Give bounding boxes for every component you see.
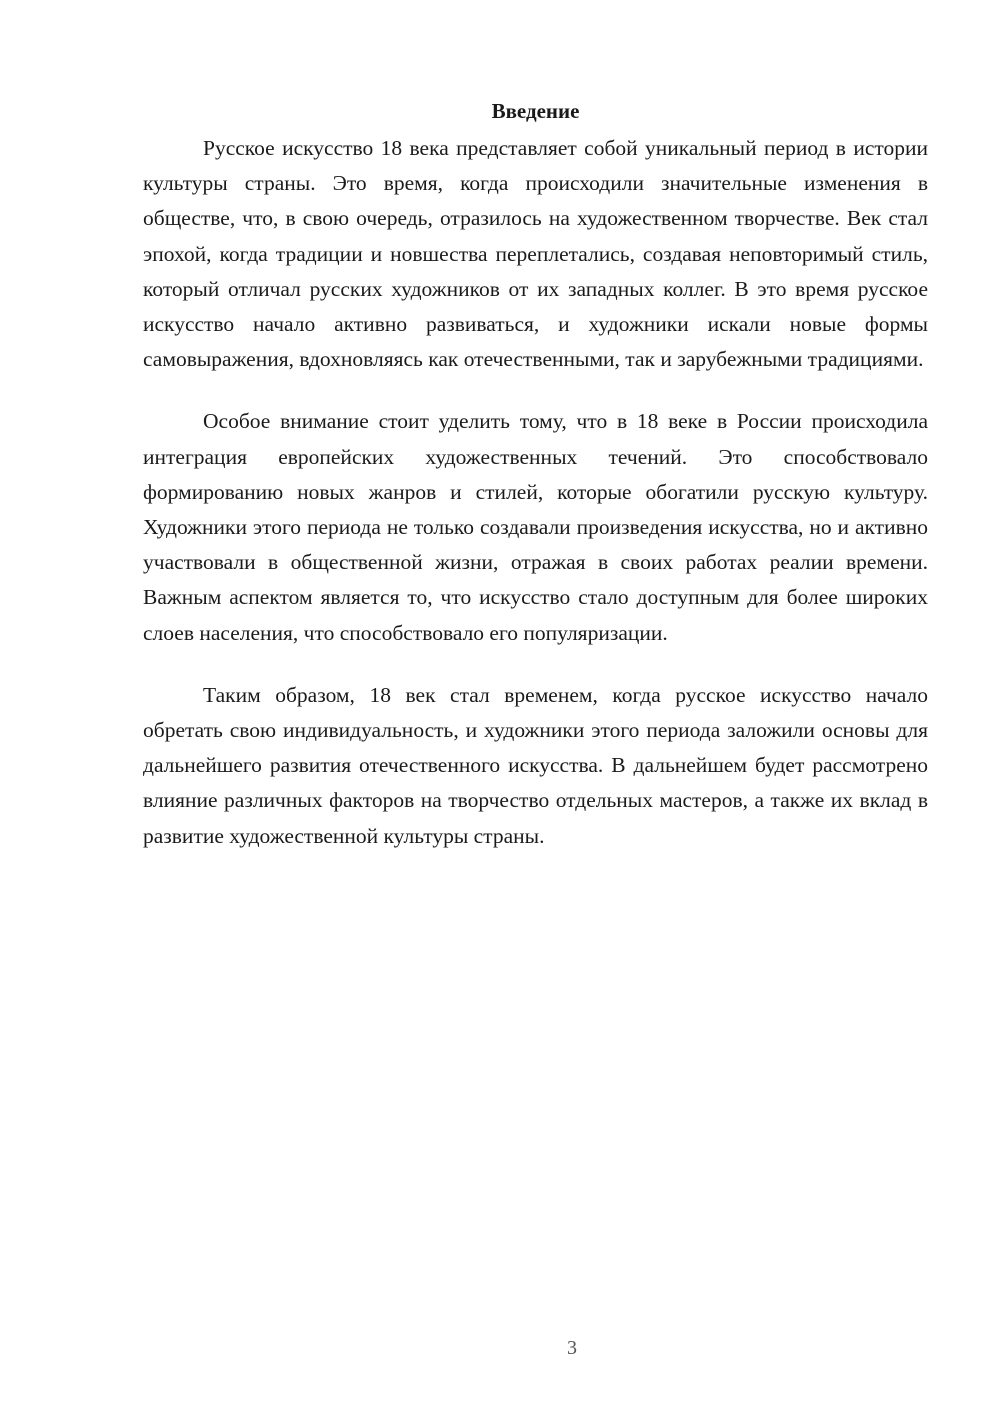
- paragraph-european-integration: Особое внимание стоит уделить тому, что в 18 веке в России происходила интеграция европейских художественных течений. Это способствовало формированию новых жанров и стилей, которые обогатили русскую культуру. Художники этого периода не только создавали произведения искусства, но и активно участвовали в общественной жизни, отражая в своих работах реалии времени. Важным аспектом является то, что искусство стало доступным для более широких слоев населения, что способствовало его популяризации.: [143, 409, 928, 645]
- page-content: [143, 96, 928, 854]
- paragraph-intro: Русское искусство 18 века представляет собой уникальный период в истории культуры страны. Это время, когда происходили значительные изменения в обществе, что, в свою очередь, отразилось на художественном творчестве. Век стал эпохой, когда традиции и новшества переплетались, создавая неповторимый стиль, который отличал русских художников от их западных коллег. В это время русское искусство начало активно развиваться, и художники искали новые формы самовыражения, вдохновляясь как отечественными, так и зарубежными традициями.: [143, 136, 928, 372]
- page-title: Введение: [491, 99, 580, 123]
- page-number: 3: [567, 1337, 577, 1359]
- paragraph-conclusion: Таким образом, 18 век стал временем, когда русское искусство начало обретать свою индивидуальность, и художники этого периода заложили основы для дальнейшего развития отечественного искусства. В дальнейшем будет рассмотрено влияние различных факторов на творчество отдельных мастеров, а также их вклад в развитие художественной культуры страны.: [143, 682, 928, 848]
